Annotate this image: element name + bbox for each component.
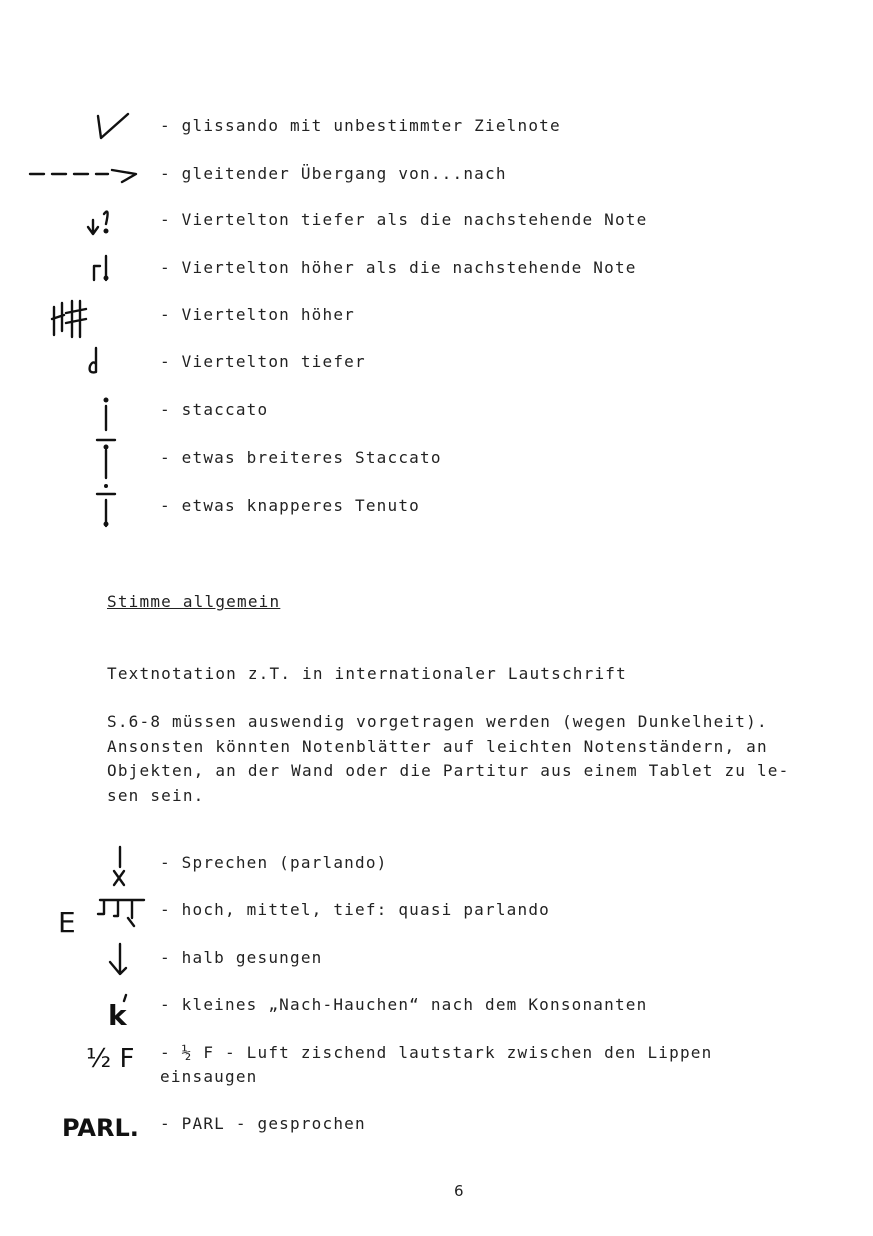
quarter-sharp-symbol [0,297,150,337]
k-letter: k [108,999,127,1032]
section-heading: Stimme allgemein [107,592,281,611]
legend-row-parl [0,1106,873,1146]
legend-text: - etwas knapperes Tenuto [160,496,420,515]
legend-row-half-f [0,1035,873,1095]
paragraph-line: sen sein. [107,785,205,805]
legend-text: - Viertelton tiefer als die nachstehende Note [160,210,648,229]
legend-text: - Sprechen (parlando) [160,853,388,872]
glissando-symbol [0,108,150,148]
e-letter: E [58,906,76,939]
k-breath-symbol [0,987,150,1032]
half-f-symbol [0,1035,150,1075]
legend-row-quarter-flat [0,344,873,384]
legend-text: - ½ F - Luft zischend lautstark zwischen den Lippen einsaugen [160,1043,713,1086]
legend-row-quarter-higher [0,250,873,290]
legend-text: - gleitender Übergang von...nach [160,164,507,183]
half-f-label: ½ F [86,1044,135,1074]
legend-text: - PARL - gesprochen [160,1114,366,1133]
legend-text: - Viertelton tiefer [160,352,366,371]
legend-row-dashed-arrow [0,156,873,196]
page-number: 6 [454,1182,464,1200]
legend-row-quasi-parlando [0,892,873,939]
legend-text: - etwas breiteres Staccato [160,448,442,467]
legend-row-half-sung [0,940,873,980]
legend-text: - Viertelton höher als die nachstehende Note [160,258,637,277]
legend-text: - halb gesungen [160,948,323,967]
legend-text: - glissando mit unbestimmter Zielnote [160,116,561,135]
paragraph: Textnotation z.T. in internationaler Lautschrift [107,664,627,683]
legend-row-quarter-lower [0,202,873,242]
legend-row-glissando [0,108,873,148]
parl-label: PARL. [62,1114,139,1142]
paragraph-line: S.6-8 müssen auswendig vorgetragen werden (wegen Dunkelheit). [107,712,768,731]
half-sung-note-symbol [0,940,150,980]
legend-text: - hoch, mittel, tief: quasi parlando [160,900,550,919]
speaking-note-symbol [0,845,150,885]
legend-text: - Viertelton höher [160,305,355,324]
legend-row-wide-staccato [0,440,873,480]
quarter-flat-symbol [0,344,150,384]
quarter-tone-lower-arrow-symbol [0,202,150,242]
legend-text: - staccato [160,400,269,419]
legend-row-staccato [0,392,873,432]
high-mid-low-parlando-symbol [0,892,150,939]
legend-row-quarter-sharp [0,297,873,337]
wide-staccato-symbol [0,440,150,480]
parl-symbol [0,1106,150,1146]
legend-row-speaking [0,845,873,885]
staccato-symbol [0,392,150,432]
quarter-tone-higher-arrow-symbol [0,250,150,290]
legend-row-short-tenuto [0,488,873,528]
paragraph-line: Objekten, an der Wand oder die Partitur aus einem Tablet zu le- [107,761,790,780]
legend-row-k-breath [0,987,873,1032]
dashed-arrow-symbol [0,156,150,196]
legend-text: - kleines „Nach-Hauchen“ nach dem Konsonanten [160,995,648,1014]
paragraph-line: Ansonsten könnten Notenblätter auf leichten Notenständern, an [107,736,768,756]
short-tenuto-symbol [0,488,150,528]
